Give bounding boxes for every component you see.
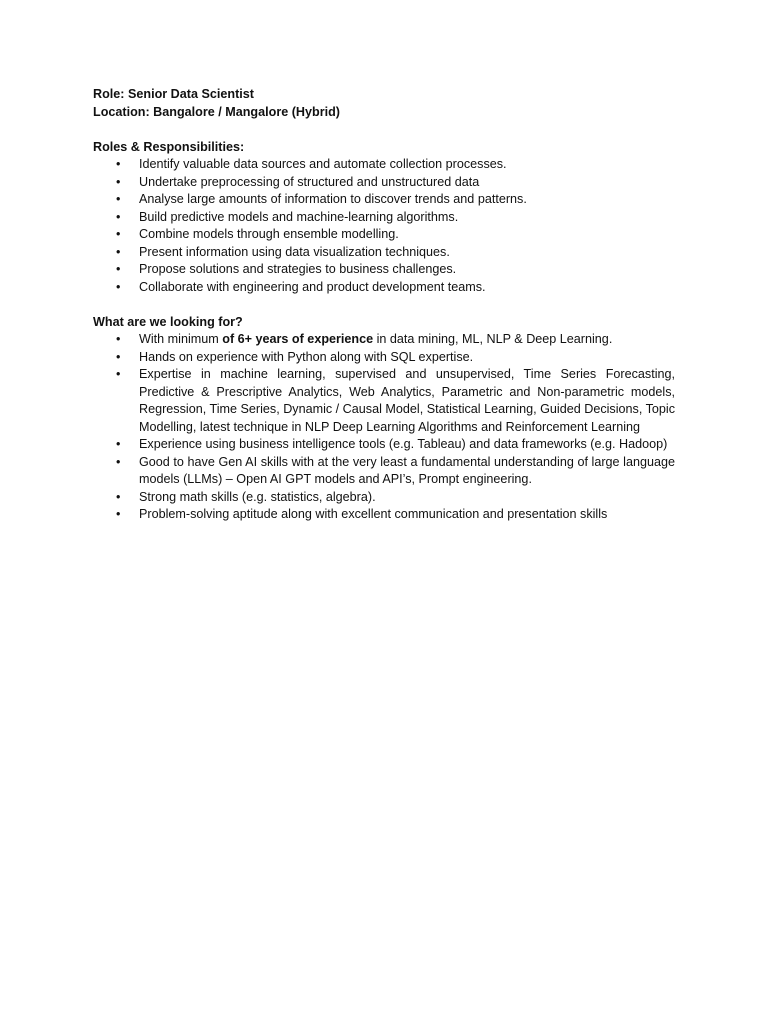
bullet-icon: • xyxy=(116,192,121,206)
list-item: • Analyse large amounts of information to discover trends and patterns. xyxy=(93,191,675,209)
list-item: • Present information using data visualization techniques. xyxy=(93,244,675,262)
list-item: • Build predictive models and machine-learning algorithms. xyxy=(93,209,675,227)
bullet-icon: • xyxy=(116,262,121,276)
bullet-icon: • xyxy=(116,244,121,259)
bullet-icon: • xyxy=(116,367,121,381)
list-item: • Expertise in machine learning, supervised and unsupervised, Time Series Forecasting, Predictive & Prescriptive Analytics, Web Analytics, Parametric and Non-parametric models, Regression, Time Series, Dynamic / Causal Model, Statistical Learning, Guided Decisions, Topic Modelling, latest technique in NLP Deep Learning Algorithms and Reinforcement Learning xyxy=(116,367,675,434)
job-description xyxy=(93,86,675,524)
list-item: • Hands on experience with Python along with SQL expertise. xyxy=(93,349,675,367)
bullet-icon: • xyxy=(116,507,121,521)
experience-highlight: of 6+ years of experience xyxy=(222,332,374,346)
spacer xyxy=(93,296,675,314)
responsibilities-list xyxy=(93,156,675,296)
bullet-icon: • xyxy=(116,174,121,189)
list-item: • Propose solutions and strategies to business challenges. xyxy=(93,261,675,279)
responsibilities-heading: Roles & Responsibilities: xyxy=(93,139,245,154)
bullet-icon: • xyxy=(116,454,121,469)
bullet-icon: • xyxy=(116,279,121,294)
bullet-icon: • xyxy=(116,349,121,364)
location-line: Location: Bangalore / Mangalore (Hybrid) xyxy=(93,104,340,119)
list-item: • Identify valuable data sources and automate collection processes. xyxy=(93,156,675,174)
requirements-list xyxy=(93,331,675,524)
bullet-icon: • xyxy=(116,437,121,451)
list-item: • Combine models through ensemble modelling. xyxy=(93,226,675,244)
list-item: • Undertake preprocessing of structured and unstructured data xyxy=(93,174,675,192)
list-item: • Problem-solving aptitude along with excellent communication and presentation skills xyxy=(93,506,675,524)
bullet-icon: • xyxy=(116,332,121,346)
bullet-icon: • xyxy=(116,227,121,241)
list-item: • Experience using business intelligence tools (e.g. Tableau) and data frameworks (e.g. Hadoop) xyxy=(93,436,675,454)
bullet-icon: • xyxy=(116,157,121,171)
list-item: • Good to have Gen AI skills with at the very least a fundamental understanding of large language models (LLMs) – Open AI GPT models and API’s, Prompt engineering. xyxy=(116,454,675,486)
bullet-icon: • xyxy=(116,489,121,504)
list-item: • With minimum of 6+ years of experience in data mining, ML, NLP & Deep Learning. xyxy=(93,331,675,349)
bullet-icon: • xyxy=(116,209,121,224)
requirements-heading: What are we looking for? xyxy=(93,314,243,329)
list-item: • Strong math skills (e.g. statistics, algebra). xyxy=(93,489,675,507)
role-line: Role: Senior Data Scientist xyxy=(93,87,254,101)
list-item: • Collaborate with engineering and product development teams. xyxy=(93,279,675,297)
spacer xyxy=(93,121,675,139)
